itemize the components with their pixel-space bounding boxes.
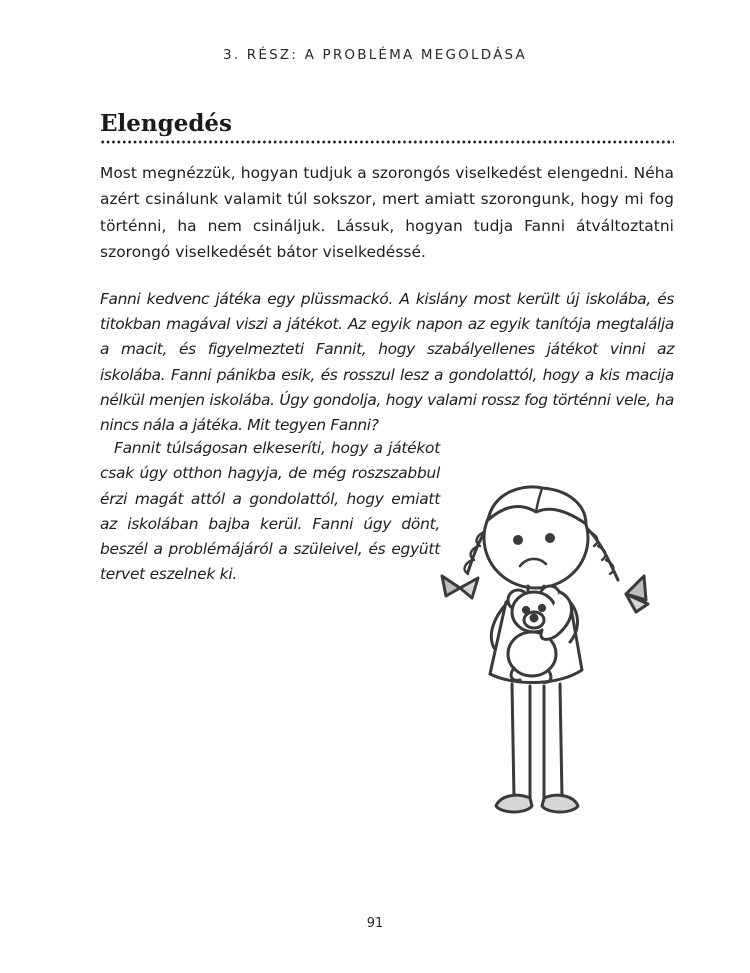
page-number: 91 <box>366 916 384 931</box>
story-paragraph: Fanni kedvenc játéka egy plüssmackó. A kislány most került új iskolába, és titokban magával viszi a játékot. Az egyik napon az egyik tanítója megtalálja a macit, és figyelmezteti Fannit, hogy szabályellenes játékot vinni az iskolába. Fanni pánikba esik, és rosszul lesz a gondolattól, hogy a kis macija nélkül menjen iskolába. Úgy gondolja, hogy valami rossz fog történni vele, ha nincs nála a játéka. Mit tegyen Fanni? <box>100 290 674 435</box>
dotted-divider <box>100 140 674 144</box>
intro-paragraph: Most megnézzük, hogyan tudjuk a szorongós viselkedést elengedni. Néha azért csinálunk valamit túl sokszor, mert amiatt szorongunk, hogy mi fog történni, ha nem csináljuk. Lássuk, hogyan tudja Fanni átváltoztatni szorongó viselkedését bátor viselkedéssé. <box>100 164 674 262</box>
section-title: Elengedés <box>100 110 233 137</box>
girl-holding-teddy-bear-icon <box>430 480 662 830</box>
illustration <box>430 480 662 830</box>
story-paragraph-continued <box>100 436 440 588</box>
running-header: 3. RÉSZ: A PROBLÉMA MEGOLDÁSA <box>223 47 527 63</box>
story-paragraph-continued-text: Fannit túlságosan elkeseríti, hogy a játékot csak úgy otthon hagyja, de még roszszabbul érzi magát attól a gondolattól, hogy emiatt az iskolában bajba kerül. Fanni úgy dönt, beszél a problémájáról a szüleivel, és együtt tervet eszelnek ki. <box>100 439 440 584</box>
